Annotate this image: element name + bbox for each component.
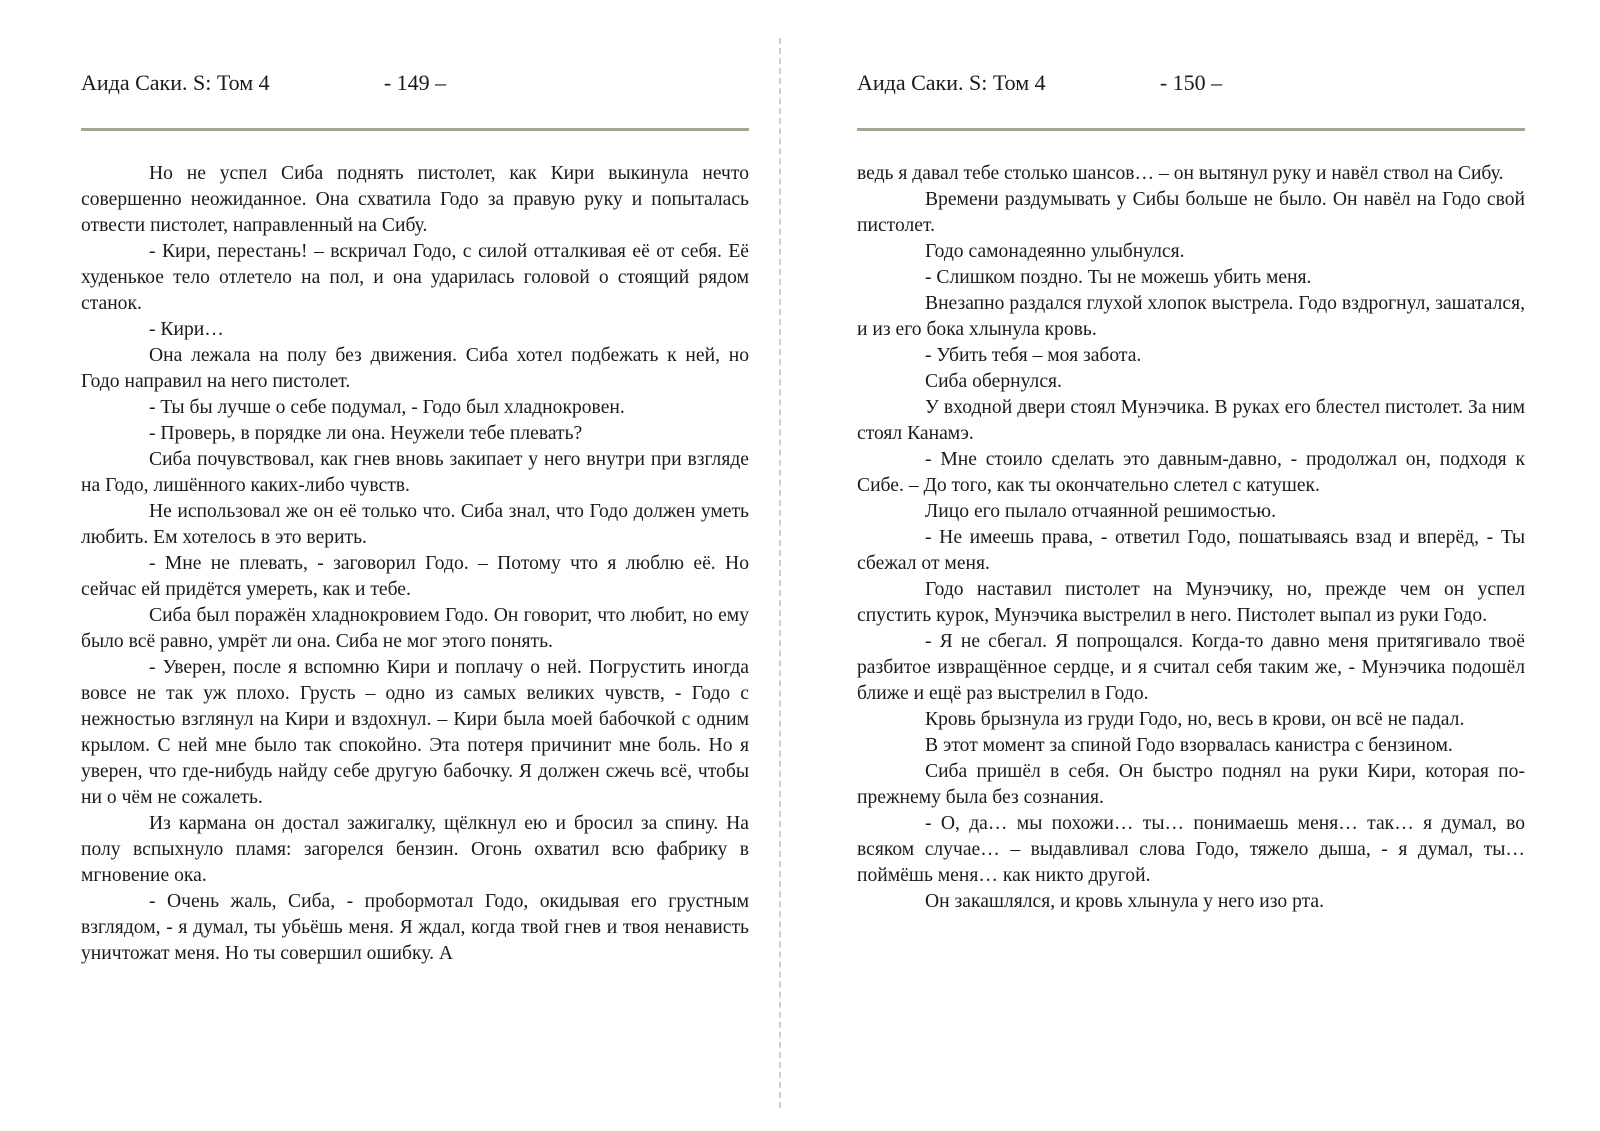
- paragraph: Она лежала на полу без движения. Сиба хотел подбежать к ней, но Годо направил на него пистолет.: [81, 345, 749, 392]
- paragraph: - Проверь, в порядке ли она. Неужели тебе плевать?: [149, 423, 583, 444]
- paragraph: Лицо его пылало отчаянной решимостью.: [925, 501, 1276, 522]
- paragraph: Внезапно раздался глухой хлопок выстрела. Годо вздрогнул, зашатался, и из его бока хлынула кровь.: [857, 293, 1525, 340]
- left-header-rule: [81, 128, 749, 131]
- paragraph: Сиба обернулся.: [925, 371, 1062, 392]
- book-gutter-divider: [779, 38, 781, 1108]
- paragraph: - Кири, перестань! – вскричал Годо, с силой отталкивая её от себя. Её худенькое тело отлетело на пол, и она ударилась головой о стоящий рядом станок.: [81, 241, 749, 314]
- right-page-number: - 150 –: [1159, 70, 1223, 95]
- paragraph: Не использовал же он её только что. Сиба знал, что Годо должен уметь любить. Ем хотелось в это верить.: [81, 501, 749, 548]
- paragraph: Годо самонадеянно улыбнулся.: [925, 241, 1185, 262]
- paragraph: Он закашлялся, и кровь хлынула у него изо рта.: [925, 891, 1325, 912]
- paragraph: Времени раздумывать у Сибы больше не было. Он навёл на Годо свой пистолет.: [857, 189, 1525, 236]
- paragraph: Сиба был поражён хладнокровием Годо. Он говорит, что любит, но ему было всё равно, умрёт ли она. Сиба не мог этого понять.: [81, 605, 749, 652]
- left-page-header: [81, 66, 749, 100]
- paragraph: - Мне не плевать, - заговорил Годо. – Потому что я люблю её. Но сейчас ей придётся умереть, как и тебе.: [81, 553, 749, 600]
- paragraph: Сиба пришёл в себя. Он быстро поднял на руки Кири, которая по-прежнему была без сознания.: [857, 761, 1525, 808]
- paragraph: Годо наставил пистолет на Мунэчику, но, прежде чем он успел спустить курок, Мунэчика выстрелил в него. Пистолет выпал из руки Годо.: [857, 579, 1525, 626]
- paragraph: ведь я давал тебе столько шансов… – он вытянул руку и навёл ствол на Сибу.: [857, 163, 1504, 184]
- paragraph: - О, да… мы похожи… ты… понимаешь меня… так… я думал, во всяком случае… – выдавливал слова Годо, тяжело дыша, - я думал, ты… поймёшь меня… как никто другой.: [857, 813, 1525, 886]
- paragraph: Сиба почувствовал, как гнев вновь закипает у него внутри при взгляде на Годо, лишённого каких-либо чувств.: [81, 449, 749, 496]
- paragraph: - Не имеешь права, - ответил Годо, пошатываясь взад и вперёд, - Ты сбежал от меня.: [857, 527, 1525, 574]
- paragraph: - Уверен, после я вспомню Кири и поплачу о ней. Погрустить иногда вовсе не так уж плохо. Грусть – одно из самых великих чувств, - Годо с нежностью взглянул на Кири и вздохнул. – Кири была моей бабочкой с одним крылом. С ней мне было так спокойно. Эта потеря причинит мне боль. Но я уверен, что где-нибудь найду себе другую бабочку. Я должен сжечь всё, чтобы ни о чём не сожалеть.: [81, 657, 749, 808]
- right-page: [857, 0, 1525, 1131]
- paragraph: - Убить тебя – моя забота.: [925, 345, 1142, 366]
- paragraph: - Ты бы лучше о себе подумал, - Годо был хладнокровен.: [149, 397, 625, 418]
- paragraph: - Мне стоило сделать это давным-давно, - продолжал он, подходя к Сибе. – До того, как ты окончательно слетел с катушек.: [857, 449, 1525, 496]
- right-page-running-title: Аида Саки. S: Том 4: [857, 70, 1046, 95]
- right-page-body: [857, 161, 1525, 915]
- paragraph: Кровь брызнула из груди Годо, но, весь в крови, он всё не падал.: [925, 709, 1465, 730]
- paragraph: - Кири…: [149, 319, 224, 340]
- paragraph: - Я не сбегал. Я попрощался. Когда-то давно меня притягивало твоё разбитое извращённое сердце, и я считал себя таким же, - Мунэчика подошёл ближе и ещё раз выстрелил в Годо.: [857, 631, 1525, 704]
- left-page-number: - 149 –: [383, 70, 447, 95]
- paragraph: В этот момент за спиной Годо взорвалась канистра с бензином.: [925, 735, 1453, 756]
- left-page-body: [81, 161, 749, 967]
- left-page: [81, 0, 749, 1131]
- right-page-header: [857, 66, 1525, 100]
- paragraph: - Очень жаль, Сиба, - пробормотал Годо, окидывая его грустным взглядом, - я думал, ты убьёшь меня. Я ждал, когда твой гнев и твоя ненависть уничтожат меня. Но ты совершил ошибку. А: [81, 891, 749, 964]
- paragraph: У входной двери стоял Мунэчика. В руках его блестел пистолет. За ним стоял Канамэ.: [857, 397, 1525, 444]
- left-page-running-title: Аида Саки. S: Том 4: [81, 70, 270, 95]
- paragraph: Но не успел Сиба поднять пистолет, как Кири выкинула нечто совершенно неожиданное. Она схватила Годо за правую руку и попыталась отвести пистолет, направленный на Сибу.: [81, 163, 749, 236]
- paragraph: - Слишком поздно. Ты не можешь убить меня.: [925, 267, 1312, 288]
- paragraph: Из кармана он достал зажигалку, щёлкнул ею и бросил за спину. На полу вспыхнуло пламя: загорелся бензин. Огонь охватил всю фабрику в мгновение ока.: [81, 813, 749, 886]
- right-header-rule: [857, 128, 1525, 131]
